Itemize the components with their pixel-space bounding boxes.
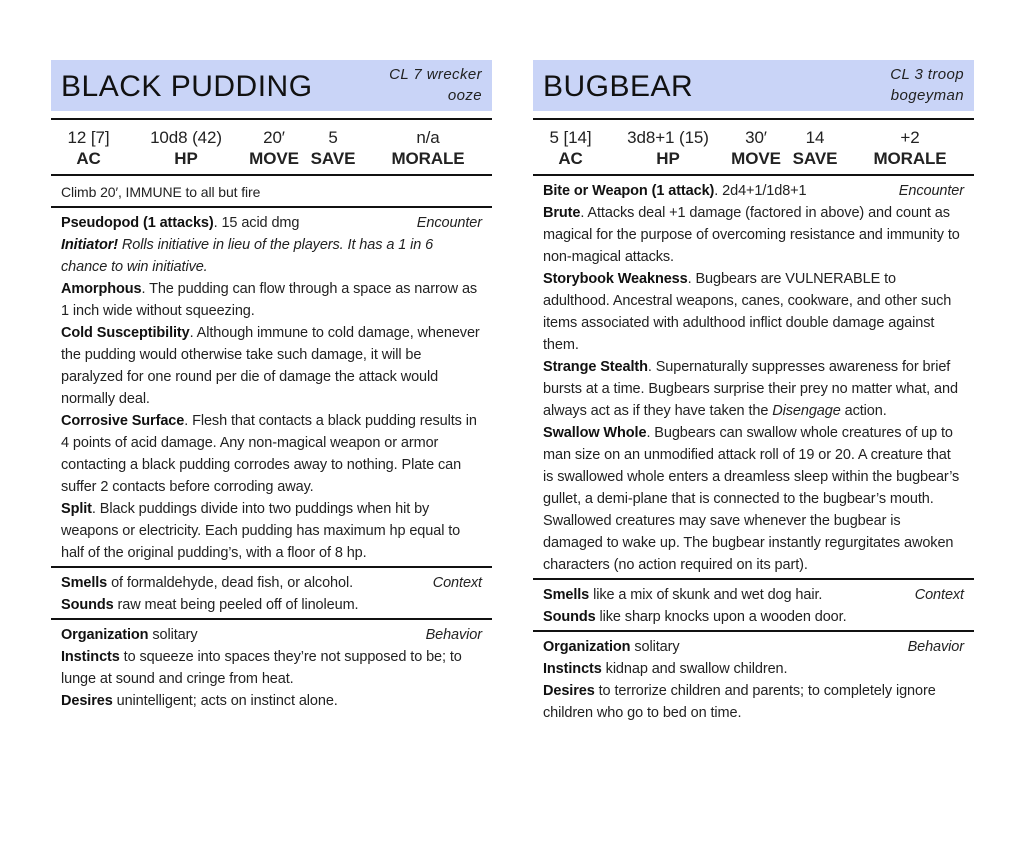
trait-brute [543,202,964,268]
encounter-section [51,208,492,568]
stat-morale-value: +2 [900,128,920,147]
stat-save-value: 5 [328,128,338,147]
sounds-text: raw meat being peeled off of linoleum. [113,597,359,613]
trait-text: . Bugbears are VULNERABLE to adulthood. Ancestral weapons, canes, cookware, and other such items associated with adulthood inflict double damage against them. [543,271,952,353]
stat-hp [126,127,246,174]
desires-line [543,680,964,724]
challenge-level [814,64,964,106]
trait-text: . The pudding can flow through a space as narrow as 1 inch wide without squeezing. [61,281,478,319]
stat-hp-label: HP [174,149,198,168]
stat-ac-label: AC [558,149,583,168]
stat-morale [364,127,492,174]
desires-text: unintelligent; acts on instinct alone. [112,693,338,709]
movement-immunity-note: Climb 20′, IMMUNE to all but fire [51,176,492,208]
behavior-section [51,620,492,714]
stat-ac [533,127,608,174]
smells-text: like a mix of skunk and wet dog hair. [589,587,823,603]
stat-save-value: 14 [805,128,825,147]
trait-name: Split [61,501,92,517]
behavior-section [533,632,974,726]
instincts-label: Instincts [61,649,120,665]
trait-cold-susceptibility [61,322,482,410]
trait-split [61,498,482,564]
instincts-line [543,658,964,680]
stat-morale-label: MORALE [391,149,465,168]
desires-label: Desires [61,693,113,709]
stat-save [784,127,846,174]
context-section [533,580,974,632]
monster-card-black-pudding [51,60,492,714]
instincts-line [61,646,482,690]
trait-amorphous [61,278,482,322]
sounds-line [61,594,482,616]
creature-type: ooze [447,87,482,104]
stat-move-value: 30′ [745,128,767,147]
organization-label: Organization [61,627,149,643]
trait-name: Swallow Whole [543,425,647,441]
organization-text: solitary [630,639,680,655]
disengage-action: Disengage [772,403,841,419]
stat-move-value: 20′ [263,128,285,147]
sounds-line [543,606,964,628]
stat-move [728,127,784,174]
context-tag: Context [914,587,964,603]
instincts-text: to squeeze into spaces they’re not supposed to be; to lunge at sound and cringe from heat. [61,649,462,687]
organization-text: solitary [148,627,198,643]
stat-ac-value: 12 [7] [67,128,110,147]
desires-label: Desires [543,683,595,699]
trait-swallow-whole [543,422,964,576]
attack-line [543,180,964,202]
stat-block [533,118,974,176]
trait-text: . Bugbears can swallow whole creatures of up to man size on an unmodified attack roll of 19 or 20. A creature that is swallowed whole enters a dreamless sleep within the bugbear’s gullet, a demi-plane that is connected to the bugbear’s mouth. Swallowed creatures may save whenever the bugbear is damaged to wake up. The bugbear instantly regurgitates awoken characters (no action required on its part). [543,425,960,573]
attack-damage: . 2d4+1/1d8+1 [714,183,807,199]
stat-move [246,127,302,174]
desires-line [61,690,482,712]
stat-save [302,127,364,174]
trait-text: . Attacks deal +1 damage (factored in above) and count as magical for the purpose of overcoming resistance and immunity to non-magical attacks. [543,205,960,265]
organization-line [543,636,964,658]
organization-line [61,624,482,646]
stat-hp [608,127,728,174]
trait-text: . Although immune to cold damage, whenever the pudding would otherwise take such damage, it will be paralyzed for one round per die of damage the attack would normally deal. [61,325,480,407]
challenge-level [332,64,482,106]
monster-card-bugbear [533,60,974,726]
stat-block [51,118,492,176]
stat-morale-label: MORALE [873,149,947,168]
trait-name: Storybook Weakness [543,271,688,287]
smells-line [61,572,482,594]
initiator-trait [61,234,482,278]
sounds-text: like sharp knocks upon a wooden door. [595,609,847,625]
trait-strange-stealth [543,356,964,422]
stat-morale [846,127,974,174]
attack-line [61,212,482,234]
smells-label: Smells [543,587,590,603]
card-header [51,60,492,111]
smells-line [543,584,964,606]
trait-text: . Supernaturally suppresses awareness for brief bursts at a time. Bugbears surprise their prey no matter what, and always act as if they have taken the [543,359,958,419]
trait-name: Amorphous [61,281,142,297]
desires-text: to terrorize children and parents; to completely ignore children who go to bed on time. [543,683,936,721]
context-section [51,568,492,620]
monster-name: BLACK PUDDING [61,70,313,103]
smells-text: of formaldehyde, dead fish, or alcohol. [107,575,354,591]
trait-name: Initiator! [61,237,118,253]
stat-save-label: SAVE [310,149,356,168]
trait-name: Corrosive Surface [61,413,185,429]
challenge-level-role: CL 3 troop [890,66,964,83]
attack-name: Bite or Weapon (1 attack) [543,183,715,199]
stat-morale-value: n/a [416,128,440,147]
stat-ac-value: 5 [14] [549,128,592,147]
challenge-level-role: CL 7 wrecker [389,66,482,83]
stat-hp-value: 3d8+1 (15) [627,128,709,147]
attack-name: Pseudopod (1 attacks) [61,215,214,231]
stat-save-label: SAVE [792,149,838,168]
trait-text: . Black puddings divide into two puddings when hit by weapons or electricity. Each pudding has maximum hp equal to half of the original pudding’s, with a floor of 8 hp. [61,501,461,561]
stat-hp-value: 10d8 (42) [150,128,222,147]
instincts-text: kidnap and swallow children. [601,661,788,677]
trait-text: Rolls initiative in lieu of the players. It has a 1 in 6 chance to win initiative. [61,237,434,275]
trait-storybook-weakness [543,268,964,356]
stat-ac-label: AC [76,149,101,168]
trait-name: Strange Stealth [543,359,648,375]
smells-label: Smells [61,575,108,591]
card-header [533,60,974,111]
context-tag: Context [432,575,482,591]
behavior-tag: Behavior [425,627,482,643]
trait-corrosive-surface [61,410,482,498]
trait-text: . Flesh that contacts a black pudding results in 4 points of acid damage. Any non-magical weapon or armor contacting a black pudding corrodes away to nothing. Plate can suffer 2 contacts before corroding away. [61,413,477,495]
instincts-label: Instincts [543,661,602,677]
encounter-section [533,176,974,580]
stat-ac [51,127,126,174]
stat-move-label: MOVE [249,149,299,168]
organization-label: Organization [543,639,631,655]
encounter-tag: Encounter [898,183,964,199]
stat-hp-label: HP [656,149,680,168]
sounds-label: Sounds [543,609,596,625]
behavior-tag: Behavior [907,639,964,655]
creature-type: bogeyman [890,87,964,104]
attack-damage: . 15 acid dmg [213,215,300,231]
trait-name: Brute [543,205,581,221]
trait-text-tail: action. [840,403,887,419]
trait-name: Cold Susceptibility [61,325,190,341]
sounds-label: Sounds [61,597,114,613]
monster-name: BUGBEAR [543,70,694,103]
stat-move-label: MOVE [731,149,781,168]
encounter-tag: Encounter [416,215,482,231]
